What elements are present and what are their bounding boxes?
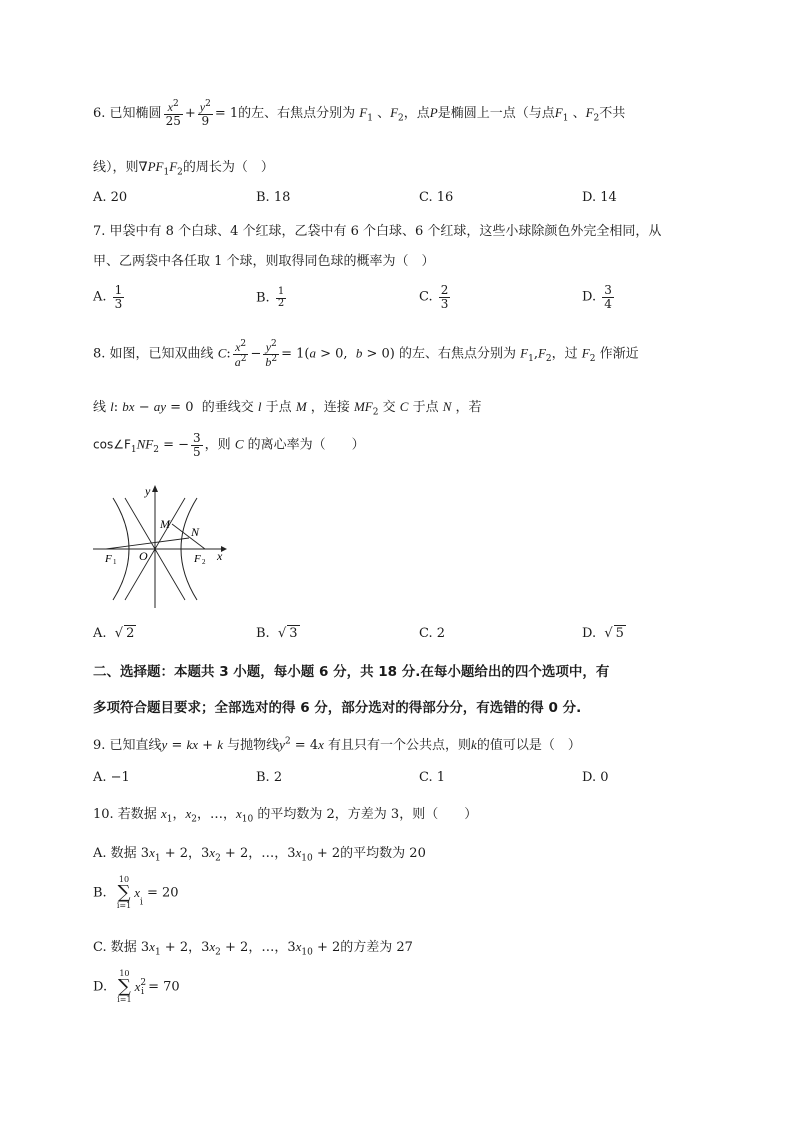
q9-option-c[interactable]: C. 1 <box>419 770 446 785</box>
q10-option-c[interactable]: C. 数据 $3x_1 + 2$，$3x_2 + 2$，…，$3x_{10} + 2$的方差为 27 <box>93 939 413 958</box>
fraction-y2-9: $\frac{y^2}{9}$ <box>199 99 211 128</box>
segment-f1n <box>106 538 189 549</box>
q8-option-d[interactable]: D. √ 5 <box>582 626 624 641</box>
q6-option-b[interactable]: B. 18 <box>256 190 291 205</box>
q9-option-d[interactable]: D. 0 <box>582 770 609 785</box>
label-o: O <box>139 549 148 563</box>
q10-option-a[interactable]: A. 数据 $3x_1 + 2$，$3x_2 + 2$，…，$3x_{10} + 2$的平均数为 20 <box>93 845 426 864</box>
q7-option-d[interactable]: D. $\frac{3}{4}$ <box>582 283 612 311</box>
q10-line: 10. 若数据 $x_1$，$x_2$，…，$x_{10}$ 的平均数为 2，方差为 3，则（ ） <box>93 806 478 825</box>
label-n: N <box>191 525 200 539</box>
label-x: x <box>217 549 223 563</box>
fraction-x2-25: $\frac{x^2}{25}$ <box>165 99 181 128</box>
q6-line1: 6. 已知椭圆 $\frac{x^2}{25}$ + $\frac{y^2}{9}$ = 1的左、右焦点分别为 $F_1$ 、$F_2$，点P是椭圆上一点（与点$F_1$ 、$F_2$不共 <box>93 99 626 128</box>
q9-line: 9. 已知直线y = kx + k 与抛物线$y^2 = 4x$ 有且只有一个公共点，则k的值可以是（ ） <box>93 736 581 753</box>
segment-mf2 <box>172 524 205 549</box>
q6-option-c[interactable]: C. 16 <box>419 190 454 205</box>
section2-heading-line1: 二、选择题：本题共 3 小题，每小题 6 分，共 18 分.在每小题给出的四个选项中，有 <box>93 664 610 680</box>
q7-line2: 甲、乙两袋中各任取 1 个球，则取得同色球的概率为（ ） <box>93 254 435 269</box>
q6-line2: 线），则$\nabla PF_1F_2$的周长为（ ） <box>93 159 274 178</box>
label-f2-sub: 2 <box>202 558 206 566</box>
label-f1-sub: 1 <box>113 558 117 566</box>
q7-option-a[interactable]: A. $\frac{1}{3}$ <box>93 283 123 311</box>
q8-line1: 8. 如图，已知双曲线 C: $\frac{x^2}{a^2}$ − $\frac{y^2}{b^2}$ = 1(a > 0, b > 0) 的左、右焦点分别为 $F_1,F_2$，过 $F_2$ 作渐近 <box>93 339 639 369</box>
q8-line3: $\cos\angle F_1NF_2$ = − $\frac{3}{5}$ ，则 C 的离心率为（ ） <box>93 431 365 459</box>
label-f1: F <box>105 553 112 565</box>
q6-option-d[interactable]: D. 14 <box>582 190 617 205</box>
section2-heading-line2: 多项符合题目要求；全部选对的得 6 分，部分选对的得部分分，有选错的得 0 分. <box>93 700 582 716</box>
q7-option-c[interactable]: C. $\frac{2}{3}$ <box>419 283 449 311</box>
label-y: y <box>145 484 151 498</box>
label-m: M <box>160 517 170 531</box>
q8-line2: 线 l: bx − ay = 0 的垂线交 l 于点 M ，连接 $MF_2$ 交 C 于点 N ，若 <box>93 399 482 418</box>
y-axis-arrow <box>152 485 158 492</box>
q10-option-b[interactable]: B. 10 ∑ i=1 $x_i = 20$ <box>93 875 179 910</box>
q9-option-b[interactable]: B. 2 <box>256 770 283 785</box>
label-f2: F <box>194 553 201 565</box>
q7-option-b[interactable]: B. $\frac{1}{2}$ <box>256 286 285 309</box>
q7-line1: 7. 甲袋中有 8 个白球、4 个红球，乙袋中有 6 个白球、6 个红球，这些小球除颜色外完全相同，从 <box>93 224 662 239</box>
q8-option-b[interactable]: B. √ 3 <box>256 626 298 641</box>
q10-option-d[interactable]: D. 10 ∑ i=1 $x^2_i = 70$ <box>93 969 180 1004</box>
hyperbola-figure <box>93 480 233 612</box>
q8-option-c[interactable]: C. 2 <box>419 626 446 641</box>
q6-option-a[interactable]: A. 20 <box>93 190 128 205</box>
q9-option-a[interactable]: A. −1 <box>93 770 130 785</box>
q8-option-a[interactable]: A. √ 2 <box>93 626 135 641</box>
